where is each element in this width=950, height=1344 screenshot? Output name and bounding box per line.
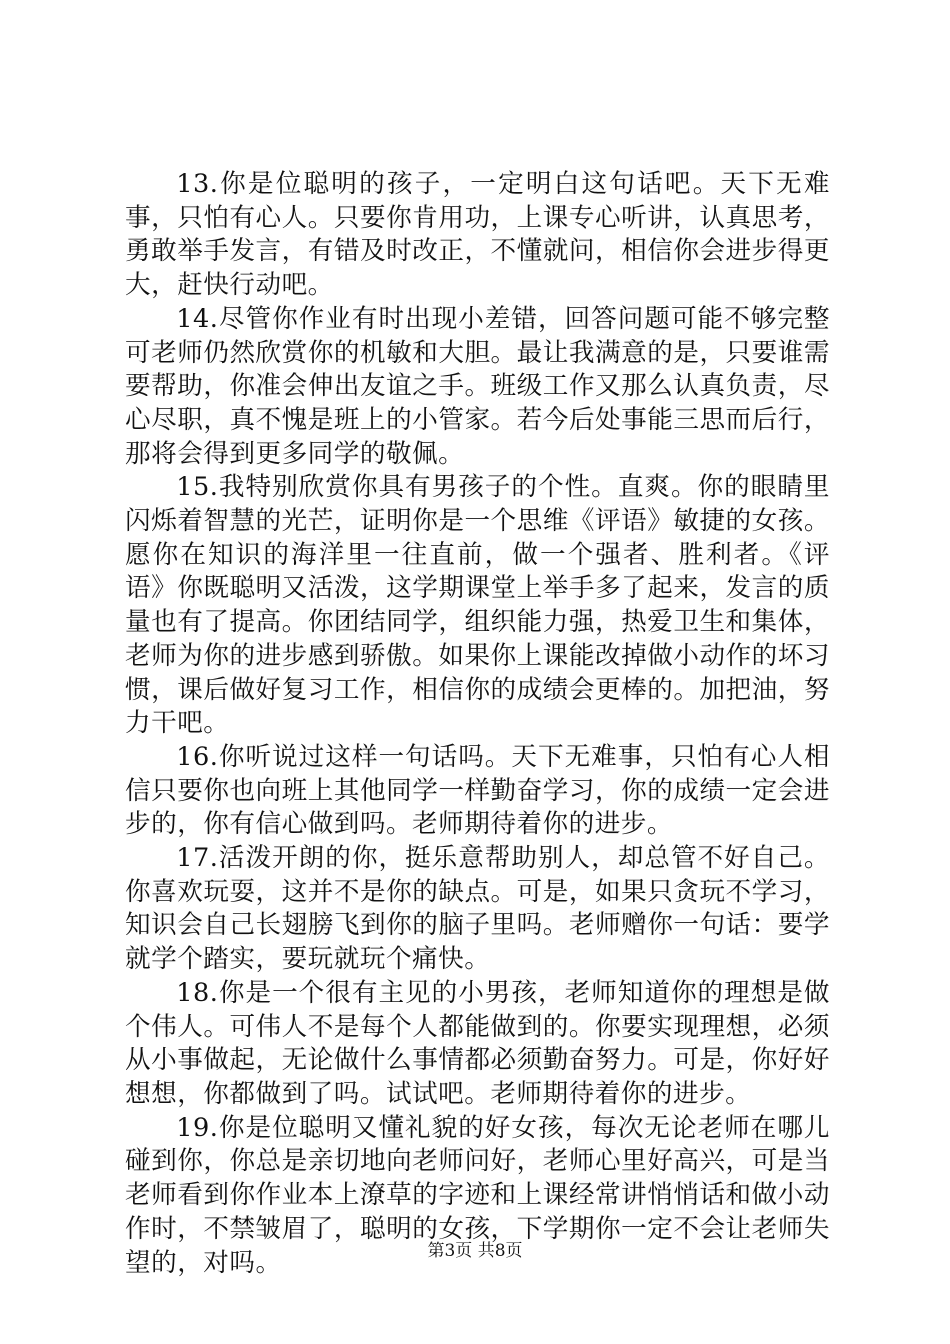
comment-paragraph-13: 13.你是位聪明的孩子，一定明白这句话吧。天下无难事，只怕有心人。只要你肯用功，上课专心听讲，认真思考，勇敢举手发言，有错及时改正，不懂就问，相信你会进步得更大，赶快行动吧。 xyxy=(125,169,830,301)
comment-paragraph-18: 18.你是一个很有主见的小男孩，老师知道你的理想是做个伟人。可伟人不是每个人都能做到的。你要实现理想，必须从小事做起，无论做什么事情都必须勤奋努力。可是，你好好想想，你都做到了吗。试试吧。老师期待着你的进步。 xyxy=(125,977,830,1109)
document-body xyxy=(125,168,830,1280)
page-number-footer: 第3页 共8页 xyxy=(427,1241,523,1261)
comment-paragraph-19: 19.你是位聪明又懂礼貌的好女孩，每次无论老师在哪儿碰到你，你总是亲切地向老师问好，老师心里好高兴，可是当老师看到你作业本上潦草的字迹和上课经常讲悄悄话和做小动作时，不禁皱眉了，聪明的女孩，下学期你一定不会让老师失望的，对吗。 xyxy=(125,1112,830,1278)
comment-paragraph-17: 17.活泼开朗的你，挺乐意帮助别人，却总管不好自己。你喜欢玩耍，这并不是你的缺点。可是，如果只贪玩不学习，知识会自己长翅膀飞到你的脑子里吗。老师赠你一句话：要学就学个踏实，要玩就玩个痛快。 xyxy=(125,843,830,975)
comment-paragraph-15: 15.我特别欣赏你具有男孩子的个性。直爽。你的眼睛里闪烁着智慧的光芒，证明你是一个思维《评语》敏捷的女孩。愿你在知识的海洋里一往直前，做一个强者、胜利者。《评语》你既聪明又活泼，这学期课堂上举手多了起来，发言的质量也有了提高。你团结同学，组织能力强，热爱卫生和集体，老师为你的进步感到骄傲。如果你上课能改掉做小动作的坏习惯，课后做好复习工作，相信你的成绩会更棒的。加把油，努力干吧。 xyxy=(125,472,830,739)
comment-paragraph-14: 14.尽管你作业有时出现小差错，回答问题可能不够完整可老师仍然欣赏你的机敏和大胆。最让我满意的是，只要谁需要帮助，你准会伸出友谊之手。班级工作又那么认真负责，尽心尽职，真不愧是班上的小管家。若今后处事能三思而后行，那将会得到更多同学的敬佩。 xyxy=(125,303,830,469)
comment-paragraph-16: 16.你听说过这样一句话吗。天下无难事，只怕有心人相信只要你也向班上其他同学一样勤奋学习，你的成绩一定会进步的，你有信心做到吗。老师期待着你的进步。 xyxy=(125,741,830,840)
